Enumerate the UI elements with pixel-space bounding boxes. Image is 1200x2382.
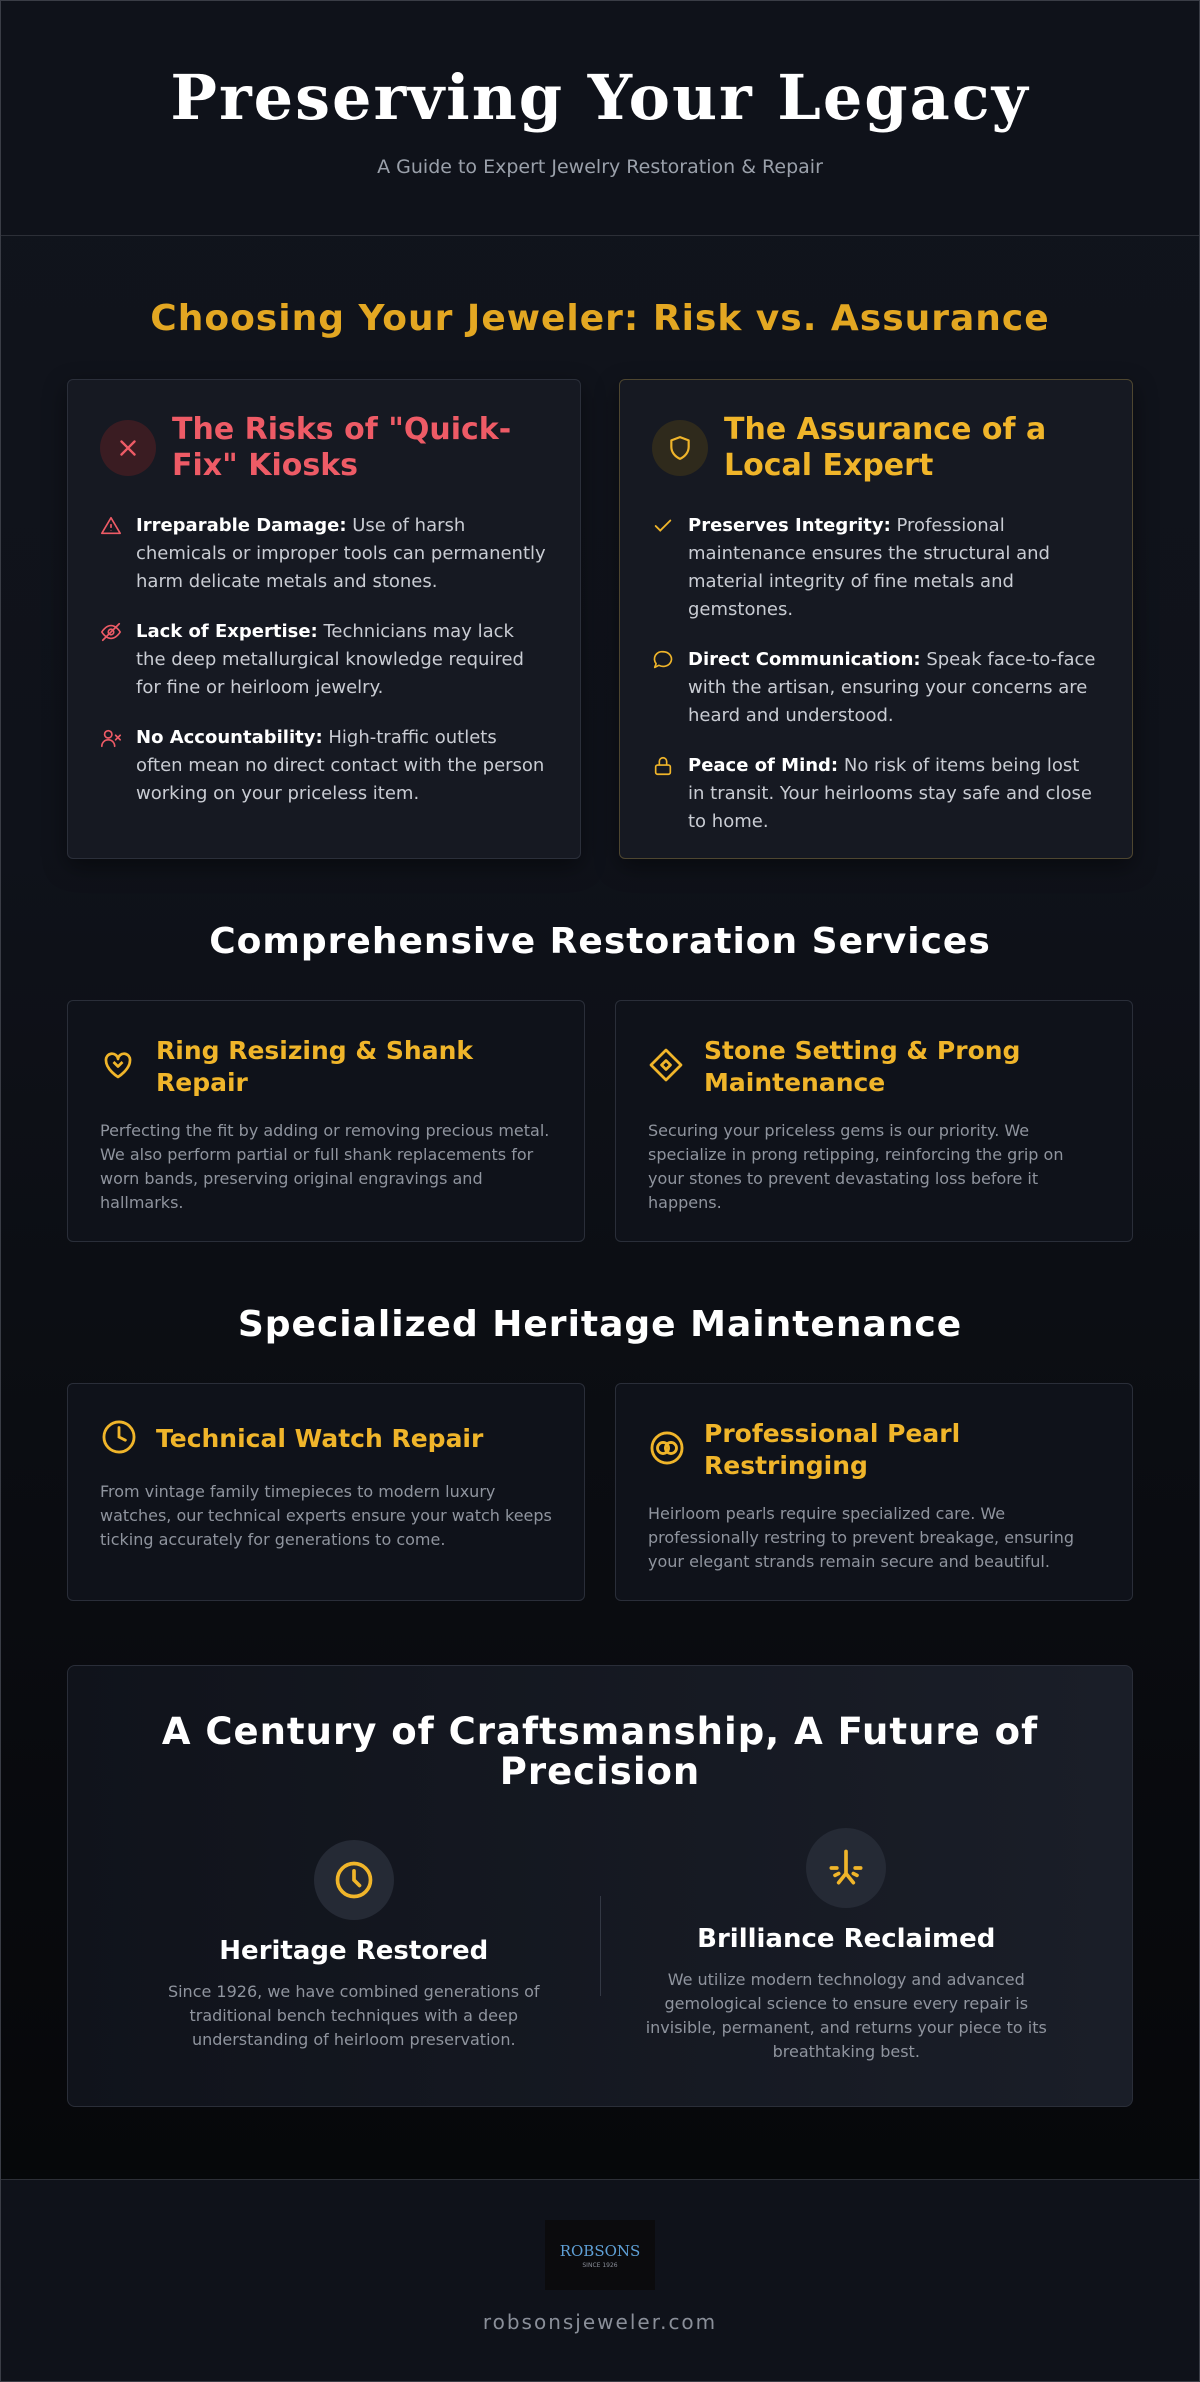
pillar-title: Brilliance Reclaimed <box>697 1924 996 1954</box>
heart-icon <box>100 1047 156 1087</box>
service-card-header <box>100 1035 552 1099</box>
assurance-point-label: Peace of Mind: <box>688 755 839 776</box>
service-card-text: Perfecting the fit by adding or removing precious metal. We also perform partial or full shank replacements for worn bands, preserving original engravings and hallmarks. <box>100 1121 550 1212</box>
sparkle-icon <box>806 1828 886 1908</box>
warning-icon <box>100 512 136 596</box>
heritage-card-header <box>100 1418 552 1460</box>
heritage-card <box>615 1383 1133 1601</box>
risk-point-text: Use of harsh chemicals or improper tools can permanently harm delicate metals and stones. <box>136 515 546 592</box>
compare-row <box>1 379 1199 859</box>
shield-icon <box>652 420 708 476</box>
assurance-point <box>652 646 1100 730</box>
clock-icon <box>100 1418 156 1460</box>
risk-point-label: Lack of Expertise: <box>136 621 318 642</box>
services-row <box>1 1000 1199 1242</box>
assurance-point <box>652 752 1100 836</box>
pillar-brilliance <box>601 1828 1093 2064</box>
risk-point-label: No Accountability: <box>136 727 323 748</box>
heritage-card <box>67 1383 585 1601</box>
page-title: Preserving Your Legacy <box>170 61 1030 134</box>
heritage-row <box>1 1383 1199 1601</box>
heritage-card-title: Technical Watch Repair <box>156 1424 484 1453</box>
user-x-icon <box>100 724 136 808</box>
heritage-section-title: Specialized Heritage Maintenance <box>237 1304 963 1345</box>
risks-card-title: The Risks of "Quick-Fix" Kiosks <box>172 412 512 483</box>
check-icon <box>652 512 688 624</box>
chat-icon <box>652 646 688 730</box>
service-card <box>67 1000 585 1242</box>
heritage-card-text: Heirloom pearls require specialized care. We professionally restring to prevent breakage, ensuring your elegant strands remain secure and beautiful. <box>648 1504 1074 1571</box>
assurance-card-title: The Assurance of a Local Expert <box>724 412 1047 483</box>
pillar-text: Since 1926, we have combined generations of traditional bench techniques with a deep understanding of heirloom preservation. <box>167 1982 540 2049</box>
pillar-text: We utilize modern technology and advanced gemological science to ensure every repair is invisible, permanent, and returns your piece to its breathtaking best. <box>645 1970 1047 2061</box>
heritage-card-header <box>648 1418 1100 1482</box>
heritage-card-title: Professional Pearl Restringing <box>704 1419 961 1480</box>
services-section-title: Comprehensive Restoration Services <box>209 921 991 962</box>
lock-icon <box>652 752 688 836</box>
pearl-icon <box>648 1429 704 1471</box>
risks-card-header <box>100 412 548 484</box>
century-panel <box>67 1665 1133 2107</box>
heritage-card-text: From vintage family timepieces to modern luxury watches, our technical experts ensure your watch keeps ticking accurately for generations to come. <box>100 1482 552 1549</box>
service-card-text: Securing your priceless gems is our priority. We specialize in prong retipping, reinforcing the grip on your stones to prevent devastating loss before it happens. <box>648 1121 1064 1212</box>
century-title: A Century of Craftsmanship, A Future of Precision <box>161 1710 1039 1793</box>
pillar-title: Heritage Restored <box>219 1936 489 1966</box>
pillar-heritage <box>108 1840 600 2052</box>
page-header <box>1 1 1199 236</box>
logo-name: ROBSONS <box>559 2241 641 2260</box>
x-icon <box>100 420 156 476</box>
assurance-point-label: Preserves Integrity: <box>688 515 891 536</box>
risk-point-label: Irreparable Damage: <box>136 515 347 536</box>
assurance-point <box>652 512 1100 624</box>
risk-point-text: High-traffic outlets often mean no direct contact with the person working on your priceless item. <box>136 727 545 804</box>
service-card-header <box>648 1035 1100 1099</box>
assurance-point-text: Professional maintenance ensures the structural and material integrity of fine metals and gemstones. <box>688 515 1050 620</box>
risk-point <box>100 618 548 702</box>
service-card-title: Stone Setting & Prong Maintenance <box>704 1036 1021 1097</box>
logo-tagline: SINCE 1926 <box>582 2261 618 2269</box>
assurance-point-label: Direct Communication: <box>688 649 921 670</box>
page-subtitle: A Guide to Expert Jewelry Restoration & Repair <box>377 156 823 178</box>
service-card-title: Ring Resizing & Shank Repair <box>156 1036 473 1097</box>
clock-icon <box>314 1840 394 1920</box>
service-card <box>615 1000 1133 1242</box>
risk-point <box>100 512 548 596</box>
assurance-point-text: Speak face-to-face with the artisan, ensuring your concerns are heard and understood. <box>688 649 1096 726</box>
page-footer <box>1 2179 1199 2381</box>
eye-off-icon <box>100 618 136 702</box>
risks-card <box>67 379 581 859</box>
century-pillars <box>108 1828 1092 2064</box>
diamond-icon <box>648 1047 704 1087</box>
footer-url-link[interactable]: robsonsjeweler.com <box>482 2310 718 2334</box>
risk-point <box>100 724 548 808</box>
compare-section-title: Choosing Your Jeweler: Risk vs. Assurance <box>150 298 1050 339</box>
assurance-card <box>619 379 1133 859</box>
assurance-card-header <box>652 412 1100 484</box>
assurance-point-text: No risk of items being lost in transit. Your heirlooms stay safe and close to home. <box>688 755 1092 832</box>
risk-point-text: Technicians may lack the deep metallurgical knowledge required for fine or heirloom jewelry. <box>136 621 524 698</box>
robsons-logo <box>545 2220 655 2290</box>
